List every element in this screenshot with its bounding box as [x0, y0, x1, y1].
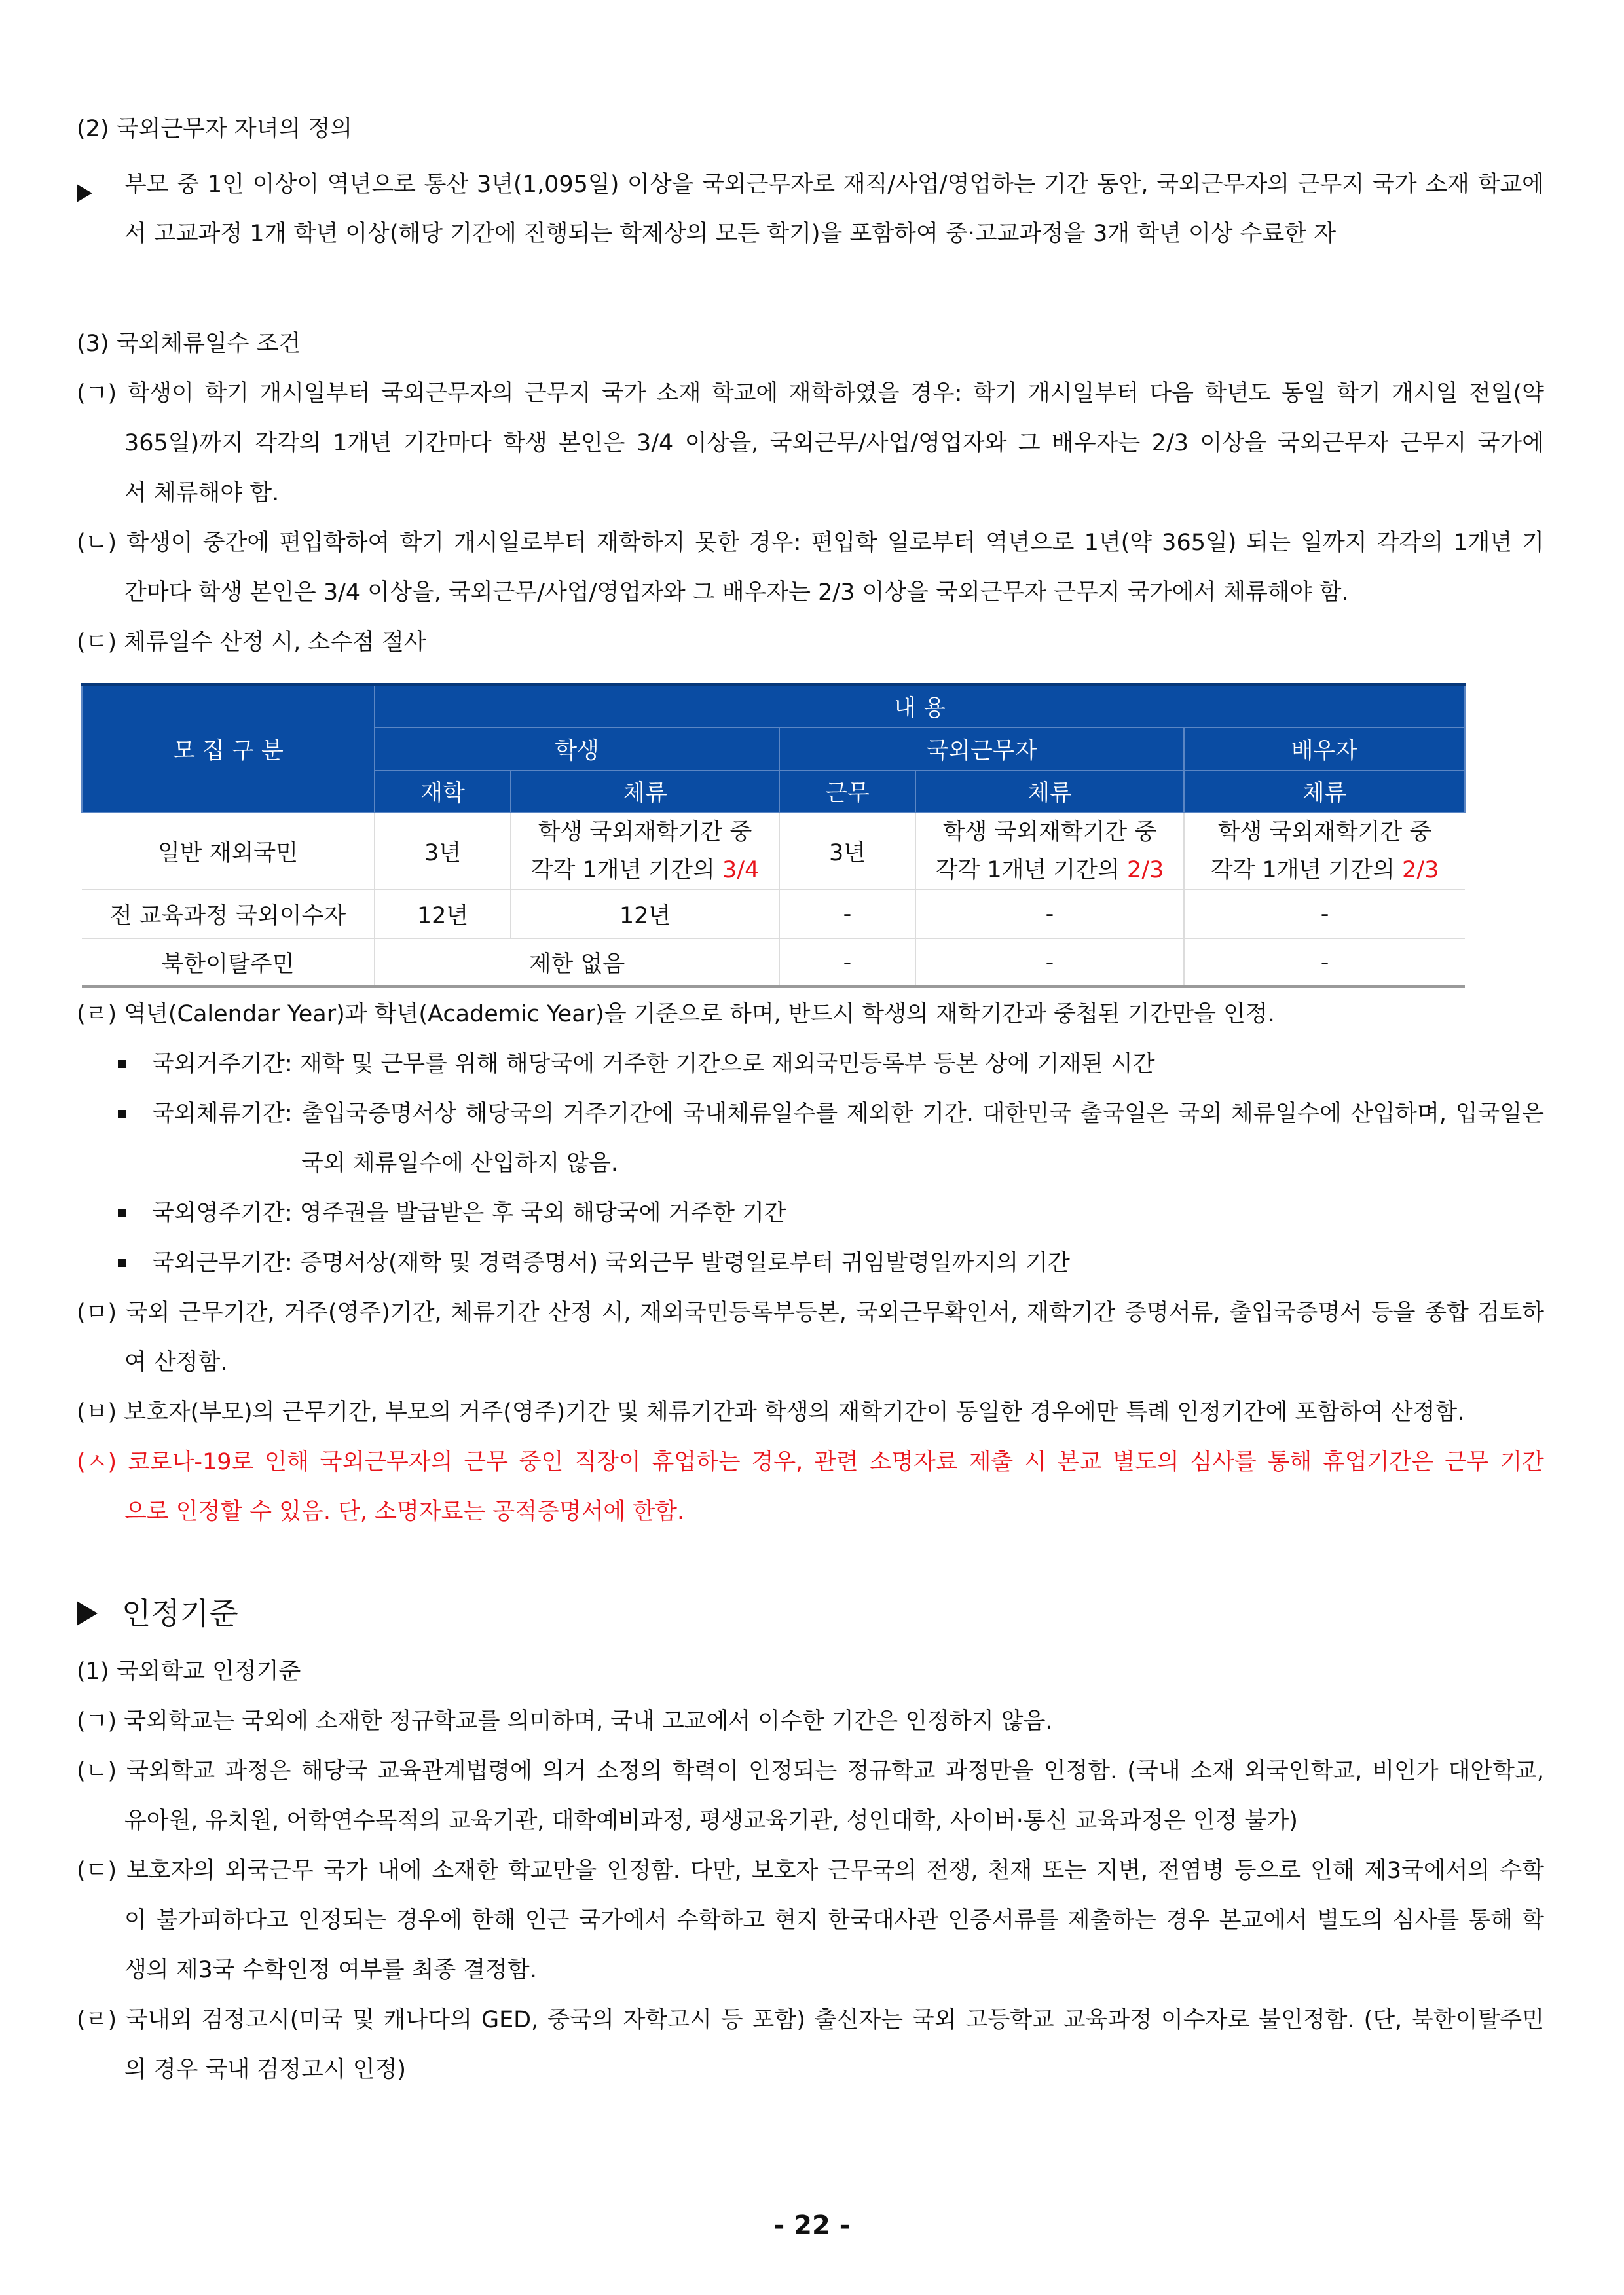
- header-student: 학생: [375, 727, 779, 771]
- stay-condition-table: [81, 683, 1466, 988]
- s3-e-line-1: (ㅁ) 국외 근무기간, 거주(영주)기간, 체류기간 산정 시, 재외국민등록부등본, 국외근무확인서, 재학기간 증명서류, 출입국증명서 등을 종합 검토하: [77, 1300, 1544, 1326]
- criteria-d-line-2: 의 경우 국내 검정고시 인정): [124, 2057, 407, 2083]
- s3-b-line-1: (ㄴ) 학생이 중간에 편입학하여 학기 개시일로부터 재학하지 못한 경우: 편입학 일로부터 역년으로 1년(약 365일) 되는 일까지 각각의 1개년 기: [77, 530, 1544, 556]
- square-bullet-icon: [118, 1259, 126, 1267]
- row3-category: 북한이탈주민: [82, 938, 375, 987]
- s3-e-line-2: 여 산정함.: [124, 1349, 228, 1376]
- row1-worker-stay: [915, 813, 1184, 890]
- table-row: [82, 890, 1465, 938]
- row1-enroll: 3년: [375, 813, 511, 890]
- stay-def-sojourn-line-2: 국외 체류일수에 산입하지 않음.: [301, 1150, 619, 1177]
- page-number: - 22 -: [773, 2211, 851, 2241]
- criteria-title: 인정기준: [122, 1596, 238, 1631]
- criteria-c-line-3: 생의 제3국 수학인정 여부를 최종 결정함.: [124, 1957, 537, 1983]
- header-spouse: 배우자: [1184, 727, 1465, 771]
- header-student-stay: 체류: [511, 771, 779, 813]
- table-row: [82, 813, 1465, 890]
- triangle-bullet-icon: [77, 177, 96, 210]
- row3-worker-stay: -: [915, 938, 1184, 987]
- stay-def-sojourn-line-1: 국외체류기간: 출입국증명서상 해당국의 거주기간에 국내체류일수를 제외한 기간. 대한민국 출국일은 국외 체류일수에 산입하며, 입국일은: [152, 1101, 1544, 1127]
- row1-student-stay-line2: 각각 1개년 기간의: [530, 857, 722, 883]
- s3-g-line-1: (ㅅ) 코로나-19로 인해 국외근무자의 근무 중인 직장이 휴업하는 경우, 관련 소명자료 제출 시 본교 별도의 심사를 통해 휴업기간은 근무 기간: [77, 1449, 1544, 1475]
- row2-enroll: 12년: [375, 890, 511, 938]
- criteria-d-line-1: (ㄹ) 국내외 검정고시(미국 및 캐나다의 GED, 중국의 자학고시 등 포함) 출신자는 국외 고등학교 교육과정 이수자로 불인정함. (단, 북한이탈주민: [77, 2007, 1544, 2033]
- header-worker-stay: 체류: [915, 771, 1184, 813]
- s3-g-line-2: 으로 인정할 수 있음. 단, 소명자료는 공적증명서에 한함.: [124, 1499, 685, 1525]
- stay-def-residence: 국외거주기간: 재학 및 근무를 위해 해당국에 거주한 기간으로 재외국민등록부 등본 상에 기재된 시간: [152, 1051, 1155, 1077]
- header-worker: 국외근무자: [779, 727, 1184, 771]
- criteria-b-line-1: (ㄴ) 국외학교 과정은 해당국 교육관계법령에 의거 소정의 학력이 인정되는 정규학교 과정만을 인정함. (국내 소재 외국인학교, 비인가 대안학교,: [77, 1758, 1544, 1784]
- row2-spouse-stay: -: [1184, 890, 1465, 938]
- header-content: 내 용: [375, 684, 1465, 727]
- table-row: [82, 938, 1465, 987]
- section-3-heading: (3) 국외체류일수 조건: [77, 331, 301, 357]
- triangle-bullet-icon: [77, 1594, 103, 1633]
- row2-category: 전 교육과정 국외이수자: [82, 890, 375, 938]
- row2-stay: 12년: [511, 890, 779, 938]
- row3-work: -: [779, 938, 915, 987]
- row1-student-stay-line1: 학생 국외재학기간 중: [538, 819, 752, 845]
- row1-student-fraction: 3/4: [722, 857, 760, 883]
- s3-a-line-1: (ㄱ) 학생이 학기 개시일부터 국외근무자의 근무지 국가 소재 학교에 재학하였을 경우: 학기 개시일부터 다음 학년도 동일 학기 개시일 전일(약: [77, 380, 1544, 407]
- criteria-b-line-2: 유아원, 유치원, 어학연수목적의 교육기관, 대학예비과정, 평생교육기관, 성인대학, 사이버·통신 교육과정은 인정 불가): [124, 1808, 1298, 1834]
- s3-b-line-2: 간마다 학생 본인은 3/4 이상을, 국외근무/사업/영업자와 그 배우자는 2/3 이상을 국외근무자 근무지 국가에서 체류해야 함.: [124, 579, 1349, 606]
- s3-d-line: (ㄹ) 역년(Calendar Year)과 학년(Academic Year)을 기준으로 하며, 반드시 학생의 재학기간과 중첩된 기간만을 인정.: [77, 1001, 1275, 1027]
- criteria-c-line-2: 이 불가피하다고 인정되는 경우에 한해 인근 국가에서 수학하고 현지 한국대사관 인증서류를 제출하는 경우 본교에서 별도의 심사를 통해 학: [124, 1907, 1544, 1934]
- criteria-c-line-1: (ㄷ) 보호자의 외국근무 국가 내에 소재한 학교만을 인정함. 다만, 보호자 근무국의 전쟁, 천재 또는 지변, 전염병 등으로 인해 제3국에서의 수학: [77, 1858, 1544, 1884]
- row1-work: 3년: [779, 813, 915, 890]
- s2-bullet-line-2: 서 고교과정 1개 학년 이상(해당 기간에 진행되는 학제상의 모든 학기)을 포함하여 중·고교과정을 3개 학년 이상 수료한 자: [124, 221, 1337, 247]
- header-spouse-stay: 체류: [1184, 771, 1465, 813]
- s3-a-line-3: 서 체류해야 함.: [124, 480, 280, 506]
- square-bullet-icon: [118, 1110, 126, 1118]
- s3-c-line-1: (ㄷ) 체류일수 산정 시, 소수점 절사: [77, 629, 426, 655]
- criteria-a-line: (ㄱ) 국외학교는 국외에 소재한 정규학교를 의미하며, 국내 고교에서 이수한 기간은 인정하지 않음.: [77, 1708, 1053, 1735]
- square-bullet-icon: [118, 1209, 126, 1217]
- row1-spouse-stay-line1: 학생 국외재학기간 중: [1217, 819, 1432, 845]
- header-category: 모 집 구 분: [82, 684, 375, 813]
- stay-def-work: 국외근무기간: 증명서상(재학 및 경력증명서) 국외근무 발령일로부터 귀임발령일까지의 기간: [152, 1250, 1070, 1276]
- row1-spouse-stay: [1184, 813, 1465, 890]
- row1-worker-stay-line1: 학생 국외재학기간 중: [942, 819, 1157, 845]
- s2-bullet-line-1: 부모 중 1인 이상이 역년으로 통산 3년(1,095일) 이상을 국외근무자로 재직/사업/영업하는 기간 동안, 국외근무자의 근무지 국가 소재 학교에: [124, 172, 1544, 198]
- header-work: 근무: [779, 771, 915, 813]
- row3-spouse-stay: -: [1184, 938, 1465, 987]
- row1-spouse-stay-line2: 각각 1개년 기간의: [1210, 857, 1403, 883]
- row1-student-stay: [511, 813, 779, 890]
- row2-worker-stay: -: [915, 890, 1184, 938]
- row1-worker-fraction: 2/3: [1127, 857, 1164, 883]
- square-bullet-icon: [118, 1060, 126, 1068]
- section-2-heading: (2) 국외근무자 자녀의 정의: [77, 116, 353, 142]
- row3-no-limit: 제한 없음: [375, 938, 779, 987]
- row1-spouse-fraction: 2/3: [1402, 857, 1439, 883]
- criteria-sub-1: (1) 국외학교 인정기준: [77, 1659, 301, 1685]
- row2-work: -: [779, 890, 915, 938]
- s3-a-line-2: 365일)까지 각각의 1개년 기간마다 학생 본인은 3/4 이상을, 국외근무/사업/영업자와 그 배우자는 2/3 이상을 국외근무자 근무지 국가에: [124, 430, 1544, 456]
- row1-category: 일반 재외국민: [82, 813, 375, 890]
- s3-f-line: (ㅂ) 보호자(부모)의 근무기간, 부모의 거주(영주)기간 및 체류기간과 학생의 재학기간이 동일한 경우에만 특례 인정기간에 포함하여 산정함.: [77, 1399, 1465, 1425]
- stay-def-permanent: 국외영주기간: 영주권을 발급받은 후 국외 해당국에 거주한 기간: [152, 1200, 786, 1226]
- header-enroll: 재학: [375, 771, 511, 813]
- row1-worker-stay-line2: 각각 1개년 기간의: [935, 857, 1127, 883]
